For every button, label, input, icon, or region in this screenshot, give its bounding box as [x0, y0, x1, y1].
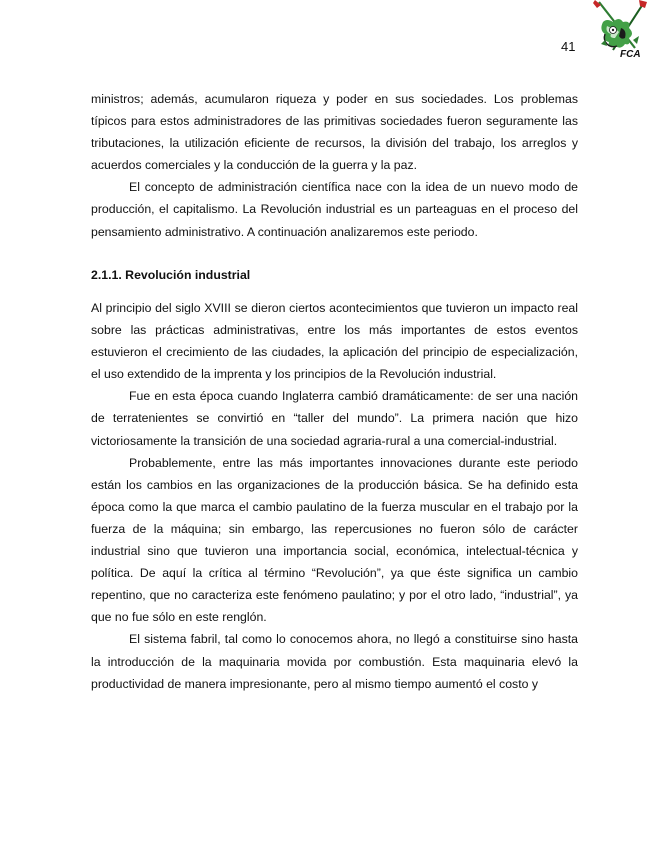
paragraph-innovaciones: Probablemente, entre las más importantes innovaciones durante este periodo están los cambios en las organizaciones de la producción básica. Se ha definido esta época como la que marca el cambio paulatino de la fuerza muscular en el trabajo por la fuerza de la máquina; sin embargo, las repercusiones no fueron sólo de carácter industrial sino que tuvieron una importancia social, económica, intelectual-técnica y política. De aquí la crítica al término “Revolución”, ya que éste significa un cambio repentino, que no caracteriza este fenómeno paulatino; y por el otro lado, “industrial”, ya que no fue sólo en este renglón.	[91, 455, 578, 625]
intro-text	[91, 88, 578, 243]
page-number: 41	[561, 39, 576, 54]
fca-logo	[591, 0, 651, 60]
fca-logo-text: FCA	[620, 49, 641, 60]
paragraph-siglo-xviii: Al principio del siglo XVIII se dieron ciertos acontecimientos que tuvieron un impacto real sobre las prácticas administrativas, entre los más importantes de estos eventos estuvieron el crecimiento de las ciudades, la aplicación del principio de especialización, el uso extendido de la imprenta y los principios de la Revolución industrial.	[91, 301, 578, 382]
section-text	[91, 297, 578, 695]
paragraph-inglaterra: Fue en esta época cuando Inglaterra cambió dramáticamente: de ser una nación de terratenientes se convirtió en “taller del mundo”. La primera nación que hizo victoriosamente la transición de una sociedad agraria-rural a una comercial-industrial.	[91, 389, 578, 448]
paragraph-sistema-fabril: El sistema fabril, tal como lo conocemos ahora, no llegó a constituirse sino hasta la introducción de la maquinaria movida por combustión. Esta maquinaria elevó la productividad de manera impresionante, pero al mismo tiempo aumentó el costo y	[91, 632, 578, 691]
paragraph-continuation: ministros; además, acumularon riqueza y poder en sus sociedades. Los problemas típicos para estos administradores de las primitivas sociedades fueron seguramente las tributaciones, la utilización eficiente de recursos, la división del trabajo, los arreglos y acuerdos comerciales y la conducción de la guerra y la paz.	[91, 92, 578, 173]
paragraph-administracion-cientifica: El concepto de administración científica nace con la idea de un nuevo modo de producción, el capitalismo. La Revolución industrial es un parteaguas en el proceso del pensamiento administrativo. A continuación analizaremos este periodo.	[91, 180, 578, 239]
section-heading: 2.1.1. Revolución industrial	[91, 268, 251, 282]
